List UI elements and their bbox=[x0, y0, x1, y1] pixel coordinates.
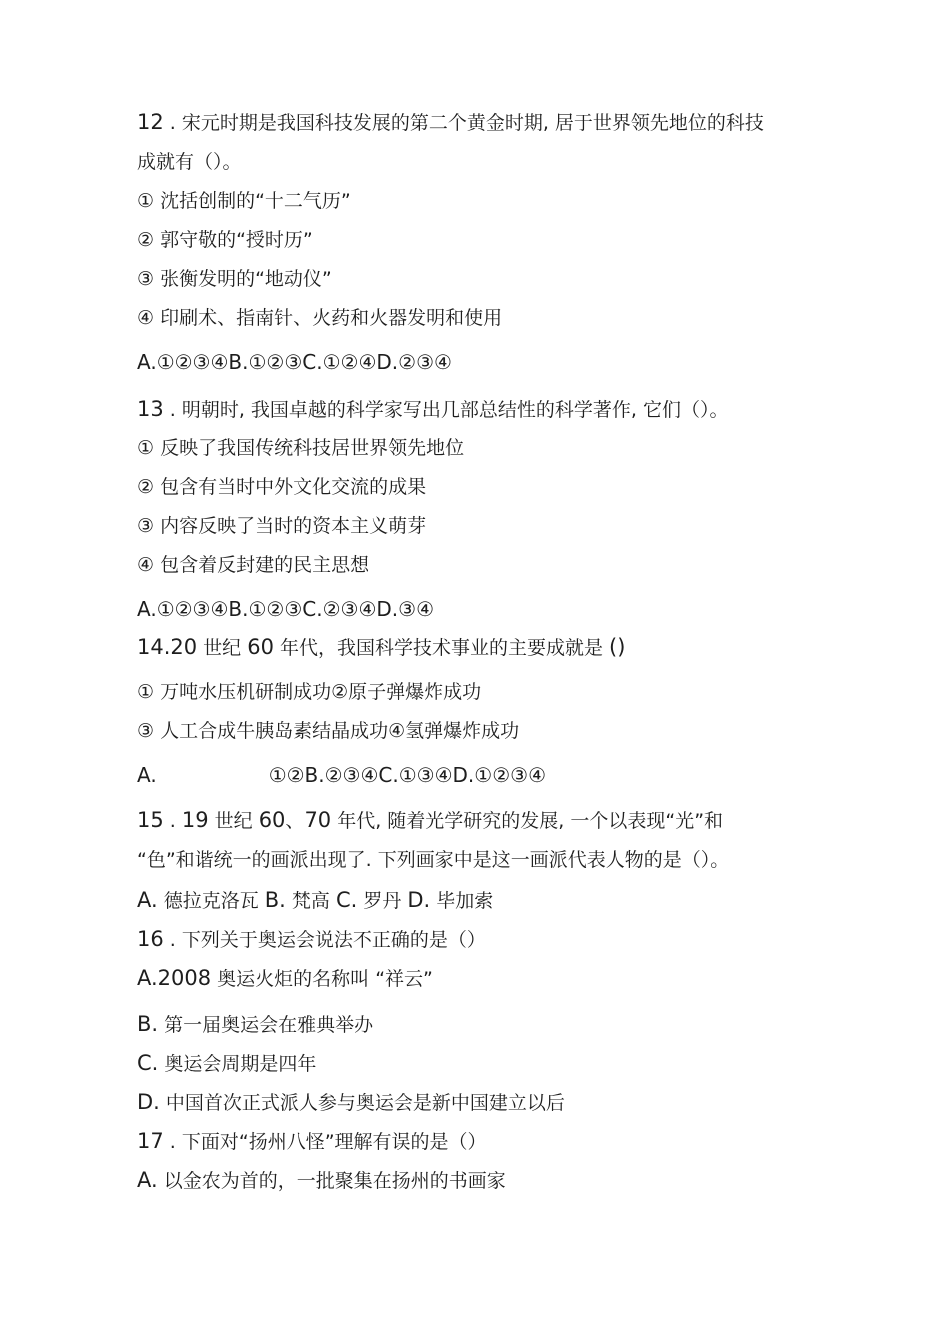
question-15-options bbox=[137, 887, 493, 914]
option-d-label: D. bbox=[137, 1090, 160, 1114]
question-13-options: A.①②③④B.①②③C.②③④D.③④ bbox=[137, 597, 435, 621]
option-a-text: 奥运火炬的名称叫 “祥云” bbox=[211, 968, 433, 990]
option-d-text: 中国首次正式派人参与奥运会是新中国建立以后 bbox=[159, 1092, 565, 1114]
question-number: 15 bbox=[137, 808, 164, 832]
question-text-number: 19 bbox=[181, 808, 209, 832]
option-c-label: C. bbox=[137, 1051, 159, 1075]
question-13-item-3: ③ 内容反映了当时的资本主义萌芽 bbox=[137, 515, 427, 537]
question-text-number: 60 bbox=[247, 635, 274, 659]
question-12-item-1: ① 沈括创制的“十二气历” bbox=[137, 190, 351, 212]
question-text-number: 60 bbox=[258, 808, 286, 832]
option-b-label: B. bbox=[137, 1012, 159, 1036]
question-17-option-a bbox=[137, 1167, 506, 1194]
option-b-text: 梵高 bbox=[285, 890, 336, 912]
question-16-option-a bbox=[137, 965, 433, 992]
option-a-text: 以金农为首的，一批聚集在扬州的书画家 bbox=[157, 1170, 506, 1192]
question-14-item-1: ① 万吨水压机研制成功②原子弹爆炸成功 bbox=[137, 681, 482, 703]
question-12-item-4: ④ 印刷术、指南针、火药和火器发明和使用 bbox=[137, 307, 503, 329]
question-17-stem bbox=[137, 1128, 487, 1155]
question-text: 世纪 bbox=[208, 810, 259, 832]
option-b-label: B. bbox=[264, 888, 286, 912]
question-12-stem-cont: 成就有（）。 bbox=[137, 151, 242, 173]
question-14-stem bbox=[137, 634, 625, 661]
question-15-stem-cont: “色”和谐统一的画派出现了. 下列画家中是这一画派代表人物的是（）。 bbox=[137, 849, 730, 871]
question-12-item-3: ③ 张衡发明的“地动仪” bbox=[137, 268, 332, 290]
question-16-option-c bbox=[137, 1050, 316, 1077]
option-a-label: A. bbox=[137, 763, 157, 787]
question-14-options bbox=[137, 762, 546, 788]
question-13-stem bbox=[137, 396, 729, 423]
question-16-option-b bbox=[137, 1011, 373, 1038]
option-c-label: C. bbox=[335, 888, 358, 912]
question-15-stem bbox=[137, 807, 723, 834]
option-c-text: 罗丹 bbox=[357, 890, 408, 912]
question-number: 17 bbox=[137, 1129, 164, 1153]
option-a-label: A.2008 bbox=[137, 966, 212, 990]
question-text-number: 70 bbox=[304, 808, 332, 832]
question-13-item-1: ① 反映了我国传统科技居世界领先地位 bbox=[137, 437, 465, 459]
option-a-text: 德拉克洛瓦 bbox=[157, 890, 265, 912]
question-text: . 下面对“扬州八怪”理解有误的是（） bbox=[163, 1131, 487, 1153]
option-d-text: 毕加索 bbox=[430, 890, 494, 912]
option-d-label: D. bbox=[407, 888, 431, 912]
question-text: . 下列关于奥运会说法不正确的是（） bbox=[163, 929, 486, 951]
question-text: 、 bbox=[285, 810, 305, 832]
question-text: 年代，我国科学技术事业的主要成就是 bbox=[273, 637, 610, 659]
question-number: 14.20 bbox=[137, 635, 198, 659]
question-text: 年代, 随着光学研究的发展, 一个以表现“光”和 bbox=[331, 810, 724, 832]
question-16-option-d bbox=[137, 1089, 565, 1116]
question-number: 16 bbox=[137, 927, 164, 951]
question-number: 12 bbox=[137, 110, 164, 134]
question-12-stem bbox=[137, 109, 764, 136]
question-13-item-4: ④ 包含着反封建的民主思想 bbox=[137, 554, 370, 576]
question-text: 世纪 bbox=[197, 637, 248, 659]
question-16-stem bbox=[137, 926, 486, 953]
option-b-text: 第一届奥运会在雅典举办 bbox=[158, 1014, 374, 1036]
question-number: 13 bbox=[137, 397, 164, 421]
option-a-label: A. bbox=[137, 1168, 158, 1192]
option-a-label: A. bbox=[137, 888, 158, 912]
question-text: . bbox=[163, 810, 182, 832]
option-c-text: 奥运会周期是四年 bbox=[158, 1053, 317, 1075]
question-12-item-2: ② 郭守敬的“授时历” bbox=[137, 229, 313, 251]
answer-blank: () bbox=[609, 635, 626, 659]
question-13-item-2: ② 包含有当时中外文化交流的成果 bbox=[137, 476, 427, 498]
question-12-options: A.①②③④B.①②③C.①②④D.②③④ bbox=[137, 350, 452, 374]
question-14-item-2: ③ 人工合成牛胰岛素结晶成功④氢弹爆炸成功 bbox=[137, 720, 520, 742]
question-text: . 明朝时, 我国卓越的科学家写出几部总结性的科学著作, 它们（）。 bbox=[163, 399, 729, 421]
question-text: . 宋元时期是我国科技发展的第二个黄金时期, 居于世界领先地位的科技 bbox=[163, 112, 764, 134]
options-text: ①②B.②③④C.①③④D.①②③④ bbox=[268, 763, 547, 787]
